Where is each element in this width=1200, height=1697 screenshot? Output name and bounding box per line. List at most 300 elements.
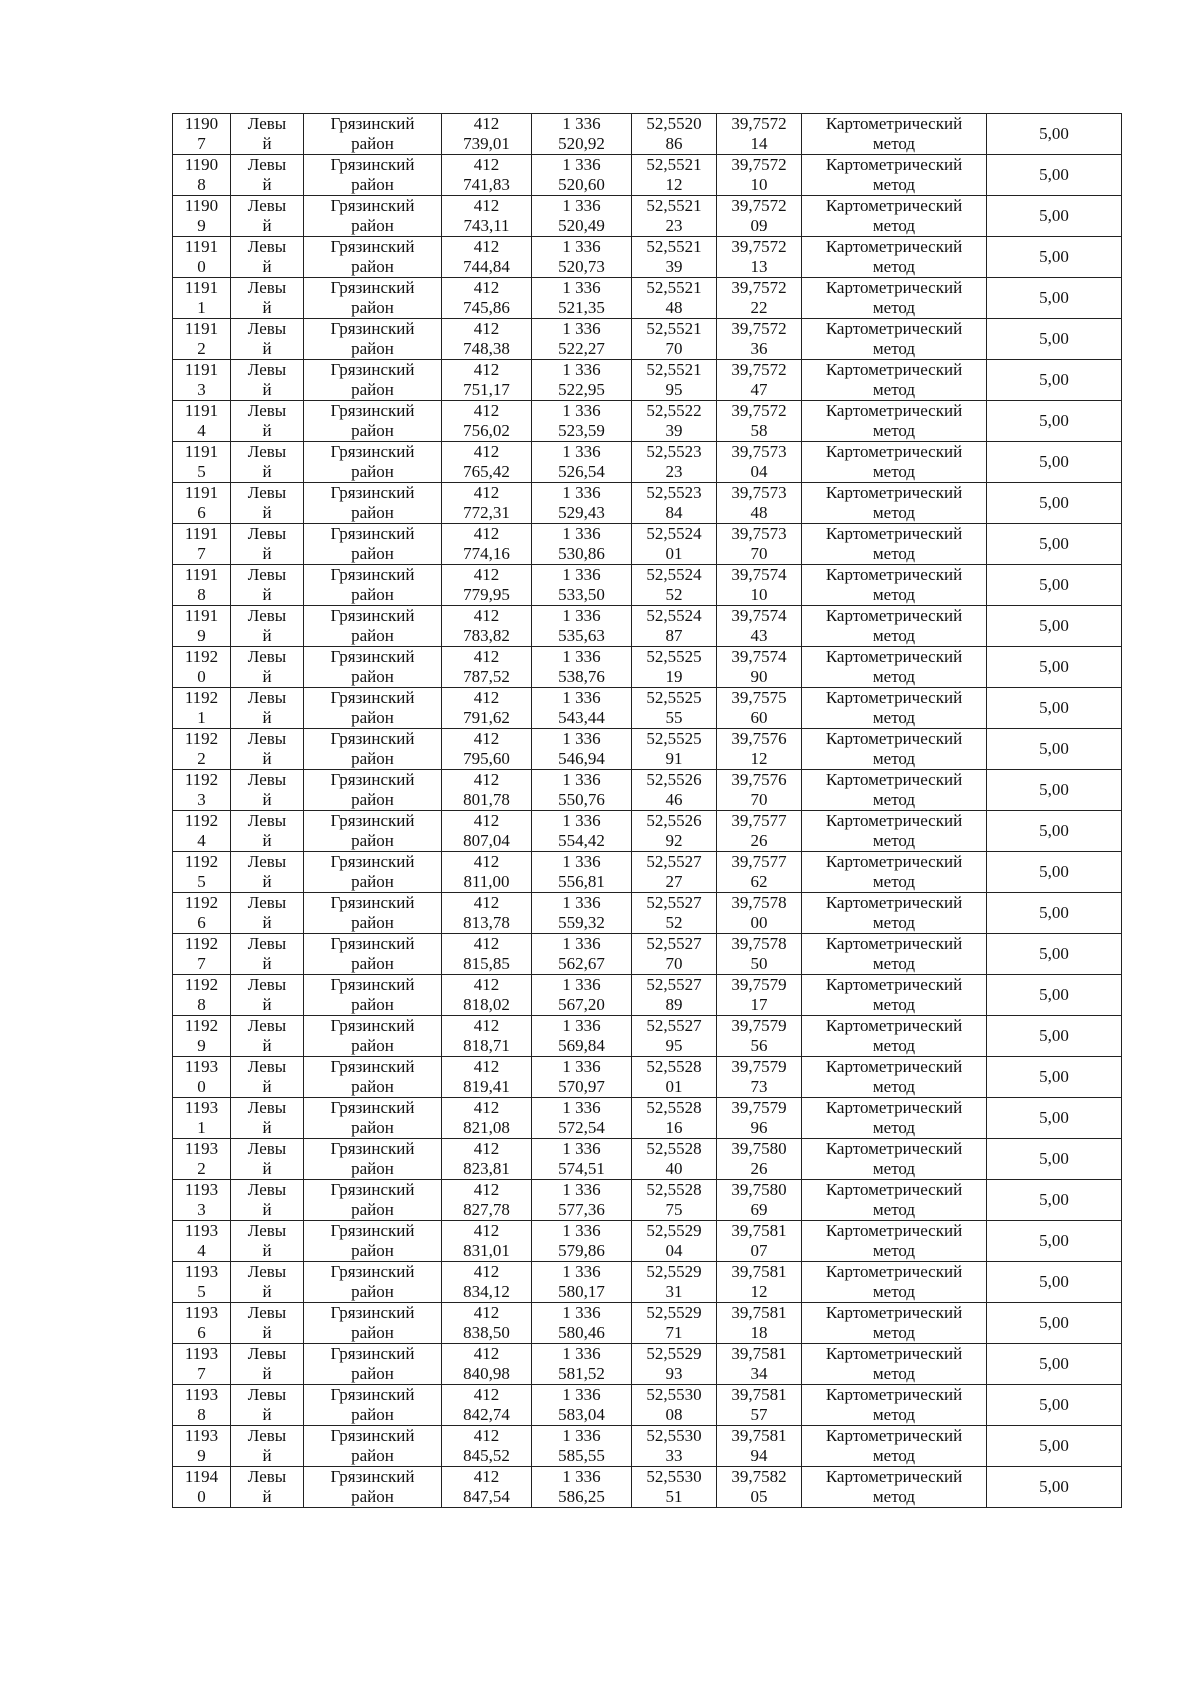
cell-text: Картометрический — [825, 1385, 963, 1404]
method-cell — [802, 1303, 987, 1344]
cell-text: Грязинский — [330, 770, 415, 789]
cell-text: 52,5521 — [646, 196, 702, 215]
cell-text: 834,12 — [463, 1282, 510, 1301]
cell-text: район — [351, 544, 394, 563]
cell-text: 847,54 — [463, 1487, 510, 1506]
cell-text: 412 — [473, 114, 500, 133]
cell-text: й — [262, 380, 272, 399]
cell-text: 47 — [750, 380, 768, 399]
y-coordinate-cell — [532, 975, 632, 1016]
district-cell — [304, 811, 442, 852]
y-coordinate-cell — [532, 155, 632, 196]
method-cell — [802, 196, 987, 237]
cell-text: 1193 — [184, 1098, 219, 1117]
y-coordinate-cell — [532, 647, 632, 688]
cell-text: 94 — [750, 1446, 768, 1465]
cell-text: 1 336 — [562, 237, 601, 256]
side-cell — [231, 1180, 304, 1221]
cell-text: 811,00 — [463, 872, 510, 891]
cell-text: метод — [872, 380, 916, 399]
cell-text: 8 — [197, 175, 206, 194]
cell-text: 412 — [473, 1426, 500, 1445]
longitude-cell — [717, 647, 802, 688]
cell-text: й — [262, 831, 272, 850]
point-number-cell — [173, 852, 231, 893]
cell-text: Грязинский — [330, 852, 415, 871]
longitude-cell — [717, 196, 802, 237]
cell-text: Левы — [247, 565, 287, 584]
cell-text: 39,7572 — [731, 237, 787, 256]
cell-text: 52,5520 — [646, 114, 702, 133]
table-row — [173, 934, 1122, 975]
longitude-cell — [717, 770, 802, 811]
cell-text: 412 — [473, 606, 500, 625]
cell-text: 52,5527 — [646, 1016, 702, 1035]
y-coordinate-cell — [532, 360, 632, 401]
cell-text: 1191 — [184, 237, 219, 256]
side-cell — [231, 893, 304, 934]
cell-text: 39,7572 — [731, 278, 787, 297]
point-number-cell — [173, 1467, 231, 1508]
x-coordinate-cell — [442, 1385, 532, 1426]
district-cell — [304, 934, 442, 975]
district-cell — [304, 1385, 442, 1426]
cell-text: Левы — [247, 483, 287, 502]
cell-text: 554,42 — [558, 831, 605, 850]
cell-text: Грязинский — [330, 360, 415, 379]
cell-text: Картометрический — [825, 852, 963, 871]
longitude-cell — [717, 1385, 802, 1426]
point-number-cell — [173, 114, 231, 155]
cell-text: 1 336 — [562, 1303, 601, 1322]
cell-text: 823,81 — [463, 1159, 510, 1178]
cell-text: 52,5529 — [646, 1344, 702, 1363]
cell-text: 6 — [197, 913, 206, 932]
cell-text: 26 — [750, 1159, 768, 1178]
table-row — [173, 1467, 1122, 1508]
cell-text: Левы — [247, 1385, 287, 1404]
district-cell — [304, 1016, 442, 1057]
cell-text: 96 — [750, 1118, 768, 1137]
method-cell — [802, 1139, 987, 1180]
cell-text: Картометрический — [825, 606, 963, 625]
latitude-cell — [632, 401, 717, 442]
cell-text: Картометрический — [825, 1016, 963, 1035]
cell-text: 840,98 — [463, 1364, 510, 1383]
cell-text: район — [351, 216, 394, 235]
cell-text: Картометрический — [825, 524, 963, 543]
x-coordinate-cell — [442, 155, 532, 196]
y-coordinate-cell — [532, 278, 632, 319]
cell-text: 9 — [197, 1036, 206, 1055]
cell-text: район — [351, 1323, 394, 1342]
point-number-cell — [173, 565, 231, 606]
cell-text: 05 — [750, 1487, 768, 1506]
cell-text: 39,7573 — [731, 524, 787, 543]
table-row — [173, 606, 1122, 647]
side-cell — [231, 1303, 304, 1344]
side-cell — [231, 852, 304, 893]
cell-text: Грязинский — [330, 1385, 415, 1404]
cell-text: 48 — [665, 298, 683, 317]
table-row — [173, 1385, 1122, 1426]
cell-text: 1192 — [184, 647, 219, 666]
accuracy-cell: 5,00 — [987, 811, 1122, 852]
cell-text: метод — [872, 1323, 916, 1342]
cell-text: й — [262, 216, 272, 235]
y-coordinate-cell — [532, 1139, 632, 1180]
cell-text: 55 — [665, 708, 683, 727]
cell-text: 412 — [473, 852, 500, 871]
side-cell — [231, 811, 304, 852]
cell-text: Картометрический — [825, 1057, 963, 1076]
cell-text: 52,5525 — [646, 647, 702, 666]
cell-text: 1191 — [184, 360, 219, 379]
y-coordinate-cell — [532, 1221, 632, 1262]
cell-text: Картометрический — [825, 1262, 963, 1281]
point-number-cell — [173, 729, 231, 770]
cell-text: 1 336 — [562, 1385, 601, 1404]
cell-text: й — [262, 749, 272, 768]
cell-text: 1 336 — [562, 1057, 601, 1076]
cell-text: метод — [872, 667, 916, 686]
cell-text: 412 — [473, 237, 500, 256]
method-cell — [802, 524, 987, 565]
cell-text: 1192 — [184, 811, 219, 830]
method-cell — [802, 1262, 987, 1303]
cell-text: 52 — [665, 913, 683, 932]
cell-text: 6 — [197, 1323, 206, 1342]
cell-text: 09 — [750, 216, 768, 235]
cell-text: район — [351, 462, 394, 481]
point-number-cell — [173, 1098, 231, 1139]
cell-text: 577,36 — [558, 1200, 605, 1219]
cell-text: Грязинский — [330, 1139, 415, 1158]
y-coordinate-cell — [532, 1385, 632, 1426]
cell-text: 52,5529 — [646, 1262, 702, 1281]
point-number-cell — [173, 770, 231, 811]
district-cell — [304, 524, 442, 565]
longitude-cell — [717, 975, 802, 1016]
method-cell — [802, 155, 987, 196]
table-row — [173, 1180, 1122, 1221]
cell-text: 56 — [750, 1036, 768, 1055]
cell-text: 39,7581 — [731, 1221, 787, 1240]
method-cell — [802, 1221, 987, 1262]
cell-text: Левы — [247, 114, 287, 133]
cell-text: 765,42 — [463, 462, 510, 481]
side-cell — [231, 1139, 304, 1180]
table-row — [173, 114, 1122, 155]
latitude-cell — [632, 155, 717, 196]
cell-text: 5 — [197, 1282, 206, 1301]
cell-text: район — [351, 626, 394, 645]
cell-text: район — [351, 667, 394, 686]
cell-text: 412 — [473, 1344, 500, 1363]
point-number-cell — [173, 1180, 231, 1221]
cell-text: Левы — [247, 319, 287, 338]
cell-text: Картометрический — [825, 1303, 963, 1322]
accuracy-cell: 5,00 — [987, 1016, 1122, 1057]
cell-text: 93 — [665, 1364, 683, 1383]
x-coordinate-cell — [442, 1262, 532, 1303]
x-coordinate-cell — [442, 278, 532, 319]
x-coordinate-cell — [442, 606, 532, 647]
x-coordinate-cell — [442, 1139, 532, 1180]
cell-text: 39,7582 — [731, 1467, 787, 1486]
cell-text: 791,62 — [463, 708, 510, 727]
cell-text: Грязинский — [330, 1467, 415, 1486]
cell-text: район — [351, 708, 394, 727]
cell-text: район — [351, 503, 394, 522]
cell-text: район — [351, 298, 394, 317]
cell-text: 9 — [197, 626, 206, 645]
cell-text: Картометрический — [825, 811, 963, 830]
district-cell — [304, 647, 442, 688]
cell-text: 31 — [665, 1282, 683, 1301]
cell-text: 1 336 — [562, 1016, 601, 1035]
cell-text: район — [351, 1364, 394, 1383]
y-coordinate-cell — [532, 1262, 632, 1303]
x-coordinate-cell — [442, 442, 532, 483]
longitude-cell — [717, 524, 802, 565]
cell-text: метод — [872, 503, 916, 522]
cell-text: метод — [872, 954, 916, 973]
cell-text: 84 — [665, 503, 683, 522]
cell-text: 70 — [750, 790, 768, 809]
latitude-cell — [632, 278, 717, 319]
cell-text: 818,02 — [463, 995, 510, 1014]
method-cell — [802, 237, 987, 278]
cell-text: 1192 — [184, 688, 219, 707]
table-row — [173, 688, 1122, 729]
accuracy-cell: 5,00 — [987, 688, 1122, 729]
x-coordinate-cell — [442, 729, 532, 770]
cell-text: Левы — [247, 1467, 287, 1486]
cell-text: 12 — [750, 1282, 768, 1301]
cell-text: Левы — [247, 196, 287, 215]
x-coordinate-cell — [442, 934, 532, 975]
cell-text: Левы — [247, 442, 287, 461]
y-coordinate-cell — [532, 852, 632, 893]
side-cell — [231, 1467, 304, 1508]
cell-text: 412 — [473, 811, 500, 830]
cell-text: й — [262, 954, 272, 973]
cell-text: 39,7573 — [731, 483, 787, 502]
cell-text: метод — [872, 1241, 916, 1260]
cell-text: 2 — [197, 749, 206, 768]
y-coordinate-cell — [532, 893, 632, 934]
cell-text: метод — [872, 995, 916, 1014]
table-row — [173, 1221, 1122, 1262]
district-cell — [304, 360, 442, 401]
cell-text: 1193 — [184, 1385, 219, 1404]
accuracy-cell: 5,00 — [987, 934, 1122, 975]
cell-text: 1 336 — [562, 934, 601, 953]
district-cell — [304, 278, 442, 319]
accuracy-cell: 5,00 — [987, 401, 1122, 442]
cell-text: Левы — [247, 975, 287, 994]
cell-text: 818,71 — [463, 1036, 510, 1055]
cell-text: 412 — [473, 1467, 500, 1486]
accuracy-cell: 5,00 — [987, 770, 1122, 811]
cell-text: 1191 — [184, 442, 219, 461]
y-coordinate-cell — [532, 811, 632, 852]
cell-text: Картометрический — [825, 1344, 963, 1363]
cell-text: 1191 — [184, 483, 219, 502]
cell-text: 412 — [473, 360, 500, 379]
longitude-cell — [717, 401, 802, 442]
cell-text: Левы — [247, 729, 287, 748]
district-cell — [304, 729, 442, 770]
accuracy-cell: 5,00 — [987, 360, 1122, 401]
accuracy-cell: 5,00 — [987, 1221, 1122, 1262]
accuracy-cell: 5,00 — [987, 196, 1122, 237]
cell-text: Грязинский — [330, 811, 415, 830]
cell-text: 52,5524 — [646, 606, 702, 625]
cell-text: 52,5530 — [646, 1467, 702, 1486]
cell-text: 845,52 — [463, 1446, 510, 1465]
x-coordinate-cell — [442, 1303, 532, 1344]
cell-text: 87 — [665, 626, 683, 645]
cell-text: 01 — [665, 1077, 683, 1096]
cell-text: 1193 — [184, 1262, 219, 1281]
accuracy-cell: 5,00 — [987, 1303, 1122, 1344]
cell-text: 520,60 — [558, 175, 605, 194]
method-cell — [802, 360, 987, 401]
side-cell — [231, 483, 304, 524]
cell-text: метод — [872, 257, 916, 276]
cell-text: 52,5521 — [646, 237, 702, 256]
cell-text: 39,7581 — [731, 1344, 787, 1363]
latitude-cell — [632, 319, 717, 360]
latitude-cell — [632, 483, 717, 524]
accuracy-cell: 5,00 — [987, 524, 1122, 565]
latitude-cell — [632, 1057, 717, 1098]
method-cell — [802, 565, 987, 606]
cell-text: 3 — [197, 380, 206, 399]
cell-text: 1193 — [184, 1221, 219, 1240]
accuracy-cell: 5,00 — [987, 1057, 1122, 1098]
cell-text: 39,7579 — [731, 1016, 787, 1035]
y-coordinate-cell — [532, 688, 632, 729]
cell-text: 567,20 — [558, 995, 605, 1014]
longitude-cell — [717, 1467, 802, 1508]
district-cell — [304, 893, 442, 934]
cell-text: 583,04 — [558, 1405, 605, 1424]
cell-text: 36 — [750, 339, 768, 358]
y-coordinate-cell — [532, 1467, 632, 1508]
cell-text: Левы — [247, 1139, 287, 1158]
latitude-cell — [632, 852, 717, 893]
cell-text: 412 — [473, 196, 500, 215]
cell-text: 39 — [665, 257, 683, 276]
district-cell — [304, 1221, 442, 1262]
cell-text: 86 — [665, 134, 683, 153]
side-cell — [231, 401, 304, 442]
district-cell — [304, 1303, 442, 1344]
cell-text: 815,85 — [463, 954, 510, 973]
cell-text: 39,7581 — [731, 1426, 787, 1445]
table-row — [173, 852, 1122, 893]
cell-text: 50 — [750, 954, 768, 973]
table-row — [173, 1303, 1122, 1344]
accuracy-cell: 5,00 — [987, 278, 1122, 319]
cell-text: 412 — [473, 1098, 500, 1117]
cell-text: Грязинский — [330, 155, 415, 174]
cell-text: 1192 — [184, 729, 219, 748]
cell-text: 26 — [750, 831, 768, 850]
cell-text: район — [351, 339, 394, 358]
longitude-cell — [717, 319, 802, 360]
latitude-cell — [632, 811, 717, 852]
table-row — [173, 196, 1122, 237]
x-coordinate-cell — [442, 1426, 532, 1467]
longitude-cell — [717, 114, 802, 155]
cell-text: метод — [872, 831, 916, 850]
point-number-cell — [173, 237, 231, 278]
point-number-cell — [173, 401, 231, 442]
point-number-cell — [173, 278, 231, 319]
cell-text: 48 — [750, 503, 768, 522]
cell-text: Левы — [247, 770, 287, 789]
cell-text: 748,38 — [463, 339, 510, 358]
point-number-cell — [173, 483, 231, 524]
y-coordinate-cell — [532, 1180, 632, 1221]
side-cell — [231, 1057, 304, 1098]
cell-text: 1194 — [184, 1467, 219, 1486]
point-number-cell — [173, 606, 231, 647]
cell-text: район — [351, 585, 394, 604]
cell-text: 8 — [197, 585, 206, 604]
side-cell — [231, 975, 304, 1016]
cell-text: 52 — [665, 585, 683, 604]
cell-text: Грязинский — [330, 1303, 415, 1322]
x-coordinate-cell — [442, 852, 532, 893]
side-cell — [231, 278, 304, 319]
district-cell — [304, 401, 442, 442]
cell-text: Картометрический — [825, 729, 963, 748]
cell-text: 1 336 — [562, 319, 601, 338]
cell-text: 751,17 — [463, 380, 510, 399]
cell-text: 412 — [473, 1016, 500, 1035]
cell-text: 5 — [197, 872, 206, 891]
cell-text: 787,52 — [463, 667, 510, 686]
cell-text: Картометрический — [825, 893, 963, 912]
cell-text: метод — [872, 1118, 916, 1137]
cell-text: й — [262, 1405, 272, 1424]
cell-text: й — [262, 585, 272, 604]
cell-text: Картометрический — [825, 442, 963, 461]
cell-text: й — [262, 298, 272, 317]
cell-text: 412 — [473, 524, 500, 543]
district-cell — [304, 196, 442, 237]
cell-text: Левы — [247, 1221, 287, 1240]
cell-text: 39,7581 — [731, 1385, 787, 1404]
cell-text: 821,08 — [463, 1118, 510, 1137]
cell-text: метод — [872, 1364, 916, 1383]
cell-text: 60 — [750, 708, 768, 727]
latitude-cell — [632, 565, 717, 606]
side-cell — [231, 196, 304, 237]
method-cell — [802, 1016, 987, 1057]
cell-text: 39,7574 — [731, 606, 787, 625]
cell-text: 52,5529 — [646, 1221, 702, 1240]
cell-text: 1 336 — [562, 360, 601, 379]
side-cell — [231, 155, 304, 196]
cell-text: 1192 — [184, 893, 219, 912]
cell-text: метод — [872, 1077, 916, 1096]
